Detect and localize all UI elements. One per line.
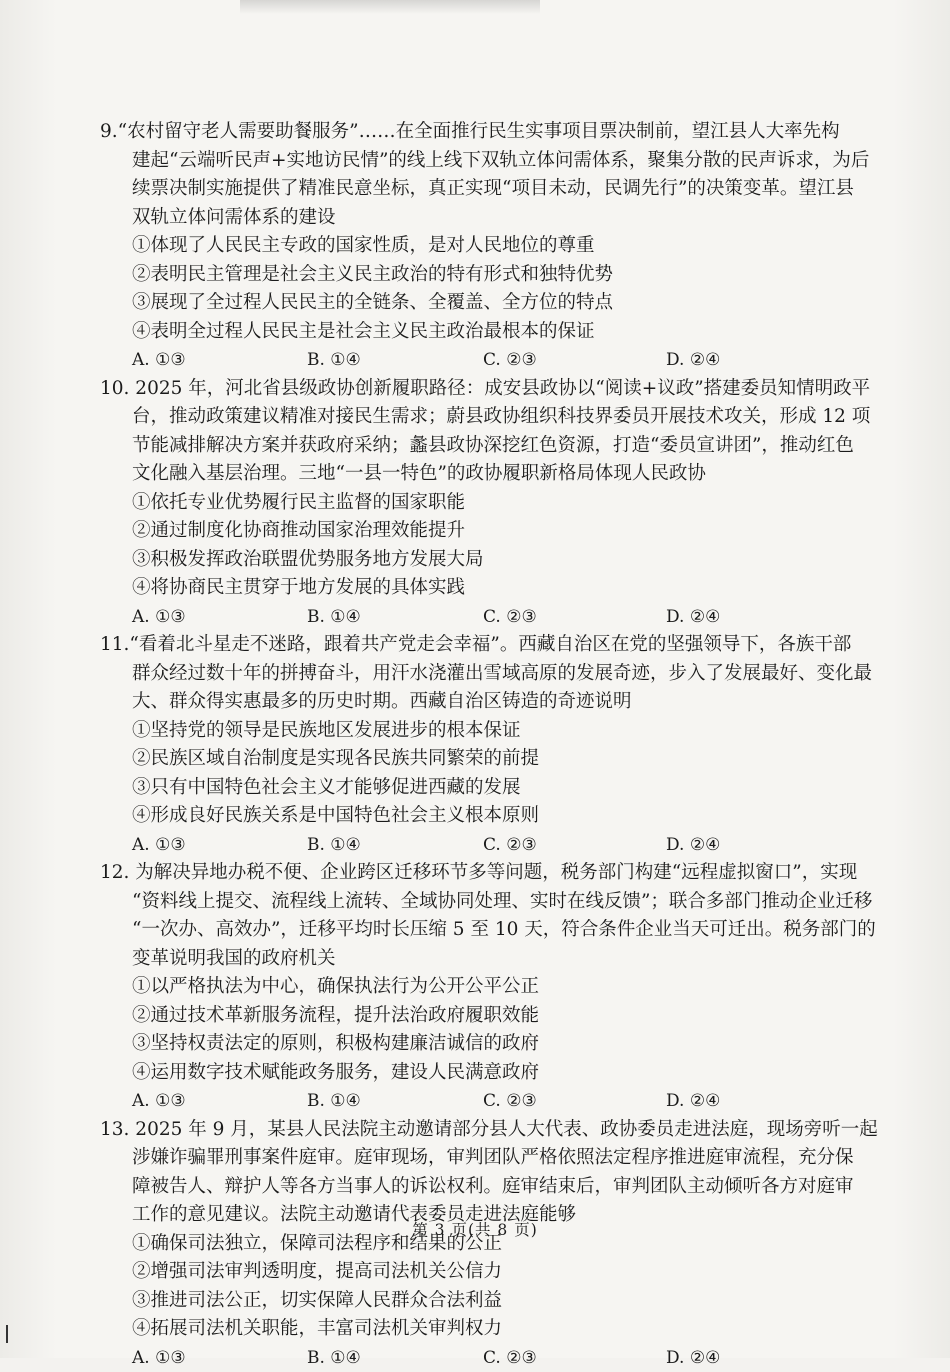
- question-stem-line: “资料线上提交、流程线上流转、全域协同处理、实时在线反馈”；联合多部门推动企业迁移: [100, 888, 845, 917]
- question-list: [100, 118, 845, 1372]
- question-11: [100, 631, 845, 859]
- choice-a: A. ①③: [132, 346, 186, 375]
- choice-b: B. ①④: [307, 1344, 361, 1372]
- question-12: [100, 859, 845, 1116]
- question-stem-line: 双轨立体问需体系的建设: [100, 204, 845, 233]
- question-10: [100, 375, 845, 632]
- statement-option: ①坚持党的领导是民族地区发展进步的根本保证: [100, 717, 845, 746]
- question-stem-line: 节能减排解决方案并获政府采纳；蠡县政协深挖红色资源，打造“委员宣讲团”，推动红色: [100, 432, 845, 461]
- question-stem-line: 群众经过数十年的拼搏奋斗，用汗水浇灌出雪域高原的发展奇迹，步入了发展最好、变化最: [100, 660, 845, 689]
- choice-b: B. ①④: [307, 346, 361, 375]
- statement-option: ①依托专业优势履行民主监督的国家职能: [100, 489, 845, 518]
- choice-b: B. ①④: [307, 831, 361, 860]
- question-stem-line: 文化融入基层治理。三地“一县一特色”的政协履职新格局体现人民政协: [100, 460, 845, 489]
- question-stem-line: 台，推动政策建议精准对接民生需求；蔚县政协组织科技界委员开展技术攻关，形成 12 项: [100, 403, 845, 432]
- statement-option: ②增强司法审判透明度，提高司法机关公信力: [100, 1258, 845, 1287]
- scan-shadow: [240, 0, 540, 14]
- question-9: [100, 118, 845, 375]
- question-stem-line: 变革说明我国的政府机关: [100, 945, 845, 974]
- statement-option: ①体现了人民民主专政的国家性质，是对人民地位的尊重: [100, 232, 845, 261]
- question-stem-line: “一次办、高效办”，迁移平均时长压缩 5 至 10 天，符合条件企业当天可迁出。税务部门的: [100, 916, 845, 945]
- choice-d: D. ②④: [666, 603, 720, 632]
- choice-a: A. ①③: [132, 1344, 186, 1372]
- choice-c: C. ②③: [483, 831, 537, 860]
- statement-option: ③积极发挥政治联盟优势服务地方发展大局: [100, 546, 845, 575]
- statement-option: ③推进司法公正，切实保障人民群众合法利益: [100, 1287, 845, 1316]
- choice-d: D. ②④: [666, 831, 720, 860]
- choice-c: C. ②③: [483, 1087, 537, 1116]
- question-stem-line: 13. 2025 年 9 月，某县人民法院主动邀请部分县人大代表、政协委员走进法庭，现场旁听一起: [100, 1116, 845, 1145]
- page-number-footer: 第 3 页(共 8 页): [0, 1218, 950, 1240]
- statement-option: ④拓展司法机关职能，丰富司法机关审判权力: [100, 1315, 845, 1344]
- question-stem-line: 10. 2025 年，河北省县级政协创新履职路径：成安县政协以“阅读+议政”搭建委员知情明政平: [100, 375, 845, 404]
- question-stem-line: 障被告人、辩护人等各方当事人的诉讼权利。庭审结束后，审判团队主动倾听各方对庭审: [100, 1173, 845, 1202]
- statement-option: ②通过制度化协商推动国家治理效能提升: [100, 517, 845, 546]
- choice-a: A. ①③: [132, 603, 186, 632]
- statement-option: ②表明民主管理是社会主义民主政治的特有形式和独特优势: [100, 261, 845, 290]
- question-stem-line: 9.“农村留守老人需要助餐服务”……在全面推行民生实事项目票决制前，望江县人大率先构: [100, 118, 845, 147]
- question-stem-line: 大、群众得实惠最多的历史时期。西藏自治区铸造的奇迹说明: [100, 688, 845, 717]
- question-stem-line: 续票决制实施提供了精准民意坐标，真正实现“项目未动，民调先行”的决策变革。望江县: [100, 175, 845, 204]
- answer-choices: [100, 346, 845, 375]
- answer-choices: [100, 603, 845, 632]
- statement-option: ④将协商民主贯穿于地方发展的具体实践: [100, 574, 845, 603]
- statement-option: ①以严格执法为中心，确保执法行为公开公平公正: [100, 973, 845, 1002]
- statement-option: ④表明全过程人民民主是社会主义民主政治最根本的保证: [100, 318, 845, 347]
- choice-d: D. ②④: [666, 346, 720, 375]
- statement-option: ④运用数字技术赋能政务服务，建设人民满意政府: [100, 1059, 845, 1088]
- statement-option: ②民族区域自治制度是实现各民族共同繁荣的前提: [100, 745, 845, 774]
- scan-edge-mark: [6, 1325, 8, 1343]
- choice-a: A. ①③: [132, 1087, 186, 1116]
- question-stem-line: 建起“云端听民声+实地访民情”的线上线下双轨立体问需体系，聚集分散的民声诉求，为后: [100, 147, 845, 176]
- choice-a: A. ①③: [132, 831, 186, 860]
- question-stem-line: 12. 为解决异地办税不便、企业跨区迁移环节多等问题，税务部门构建“远程虚拟窗口”，实现: [100, 859, 845, 888]
- statement-option: ①确保司法独立，保障司法程序和结果的公正: [100, 1230, 845, 1259]
- choice-d: D. ②④: [666, 1344, 720, 1372]
- question-stem-line: 工作的意见建议。法院主动邀请代表委员走进法庭能够: [100, 1201, 845, 1230]
- statement-option: ④形成良好民族关系是中国特色社会主义根本原则: [100, 802, 845, 831]
- statement-option: ③展现了全过程人民民主的全链条、全覆盖、全方位的特点: [100, 289, 845, 318]
- choice-d: D. ②④: [666, 1087, 720, 1116]
- choice-c: C. ②③: [483, 346, 537, 375]
- choice-b: B. ①④: [307, 1087, 361, 1116]
- statement-option: ②通过技术革新服务流程，提升法治政府履职效能: [100, 1002, 845, 1031]
- question-stem-line: 11.“看着北斗星走不迷路，跟着共产党走会幸福”。西藏自治区在党的坚强领导下，各族干部: [100, 631, 845, 660]
- question-stem-line: 涉嫌诈骗罪刑事案件庭审。庭审现场，审判团队严格依照法定程序推进庭审流程，充分保: [100, 1144, 845, 1173]
- statement-option: ③只有中国特色社会主义才能够促进西藏的发展: [100, 774, 845, 803]
- answer-choices: [100, 1087, 845, 1116]
- choice-b: B. ①④: [307, 603, 361, 632]
- choice-c: C. ②③: [483, 603, 537, 632]
- question-13: [100, 1116, 845, 1372]
- answer-choices: [100, 831, 845, 860]
- statement-option: ③坚持权责法定的原则，积极构建廉洁诚信的政府: [100, 1030, 845, 1059]
- choice-c: C. ②③: [483, 1344, 537, 1372]
